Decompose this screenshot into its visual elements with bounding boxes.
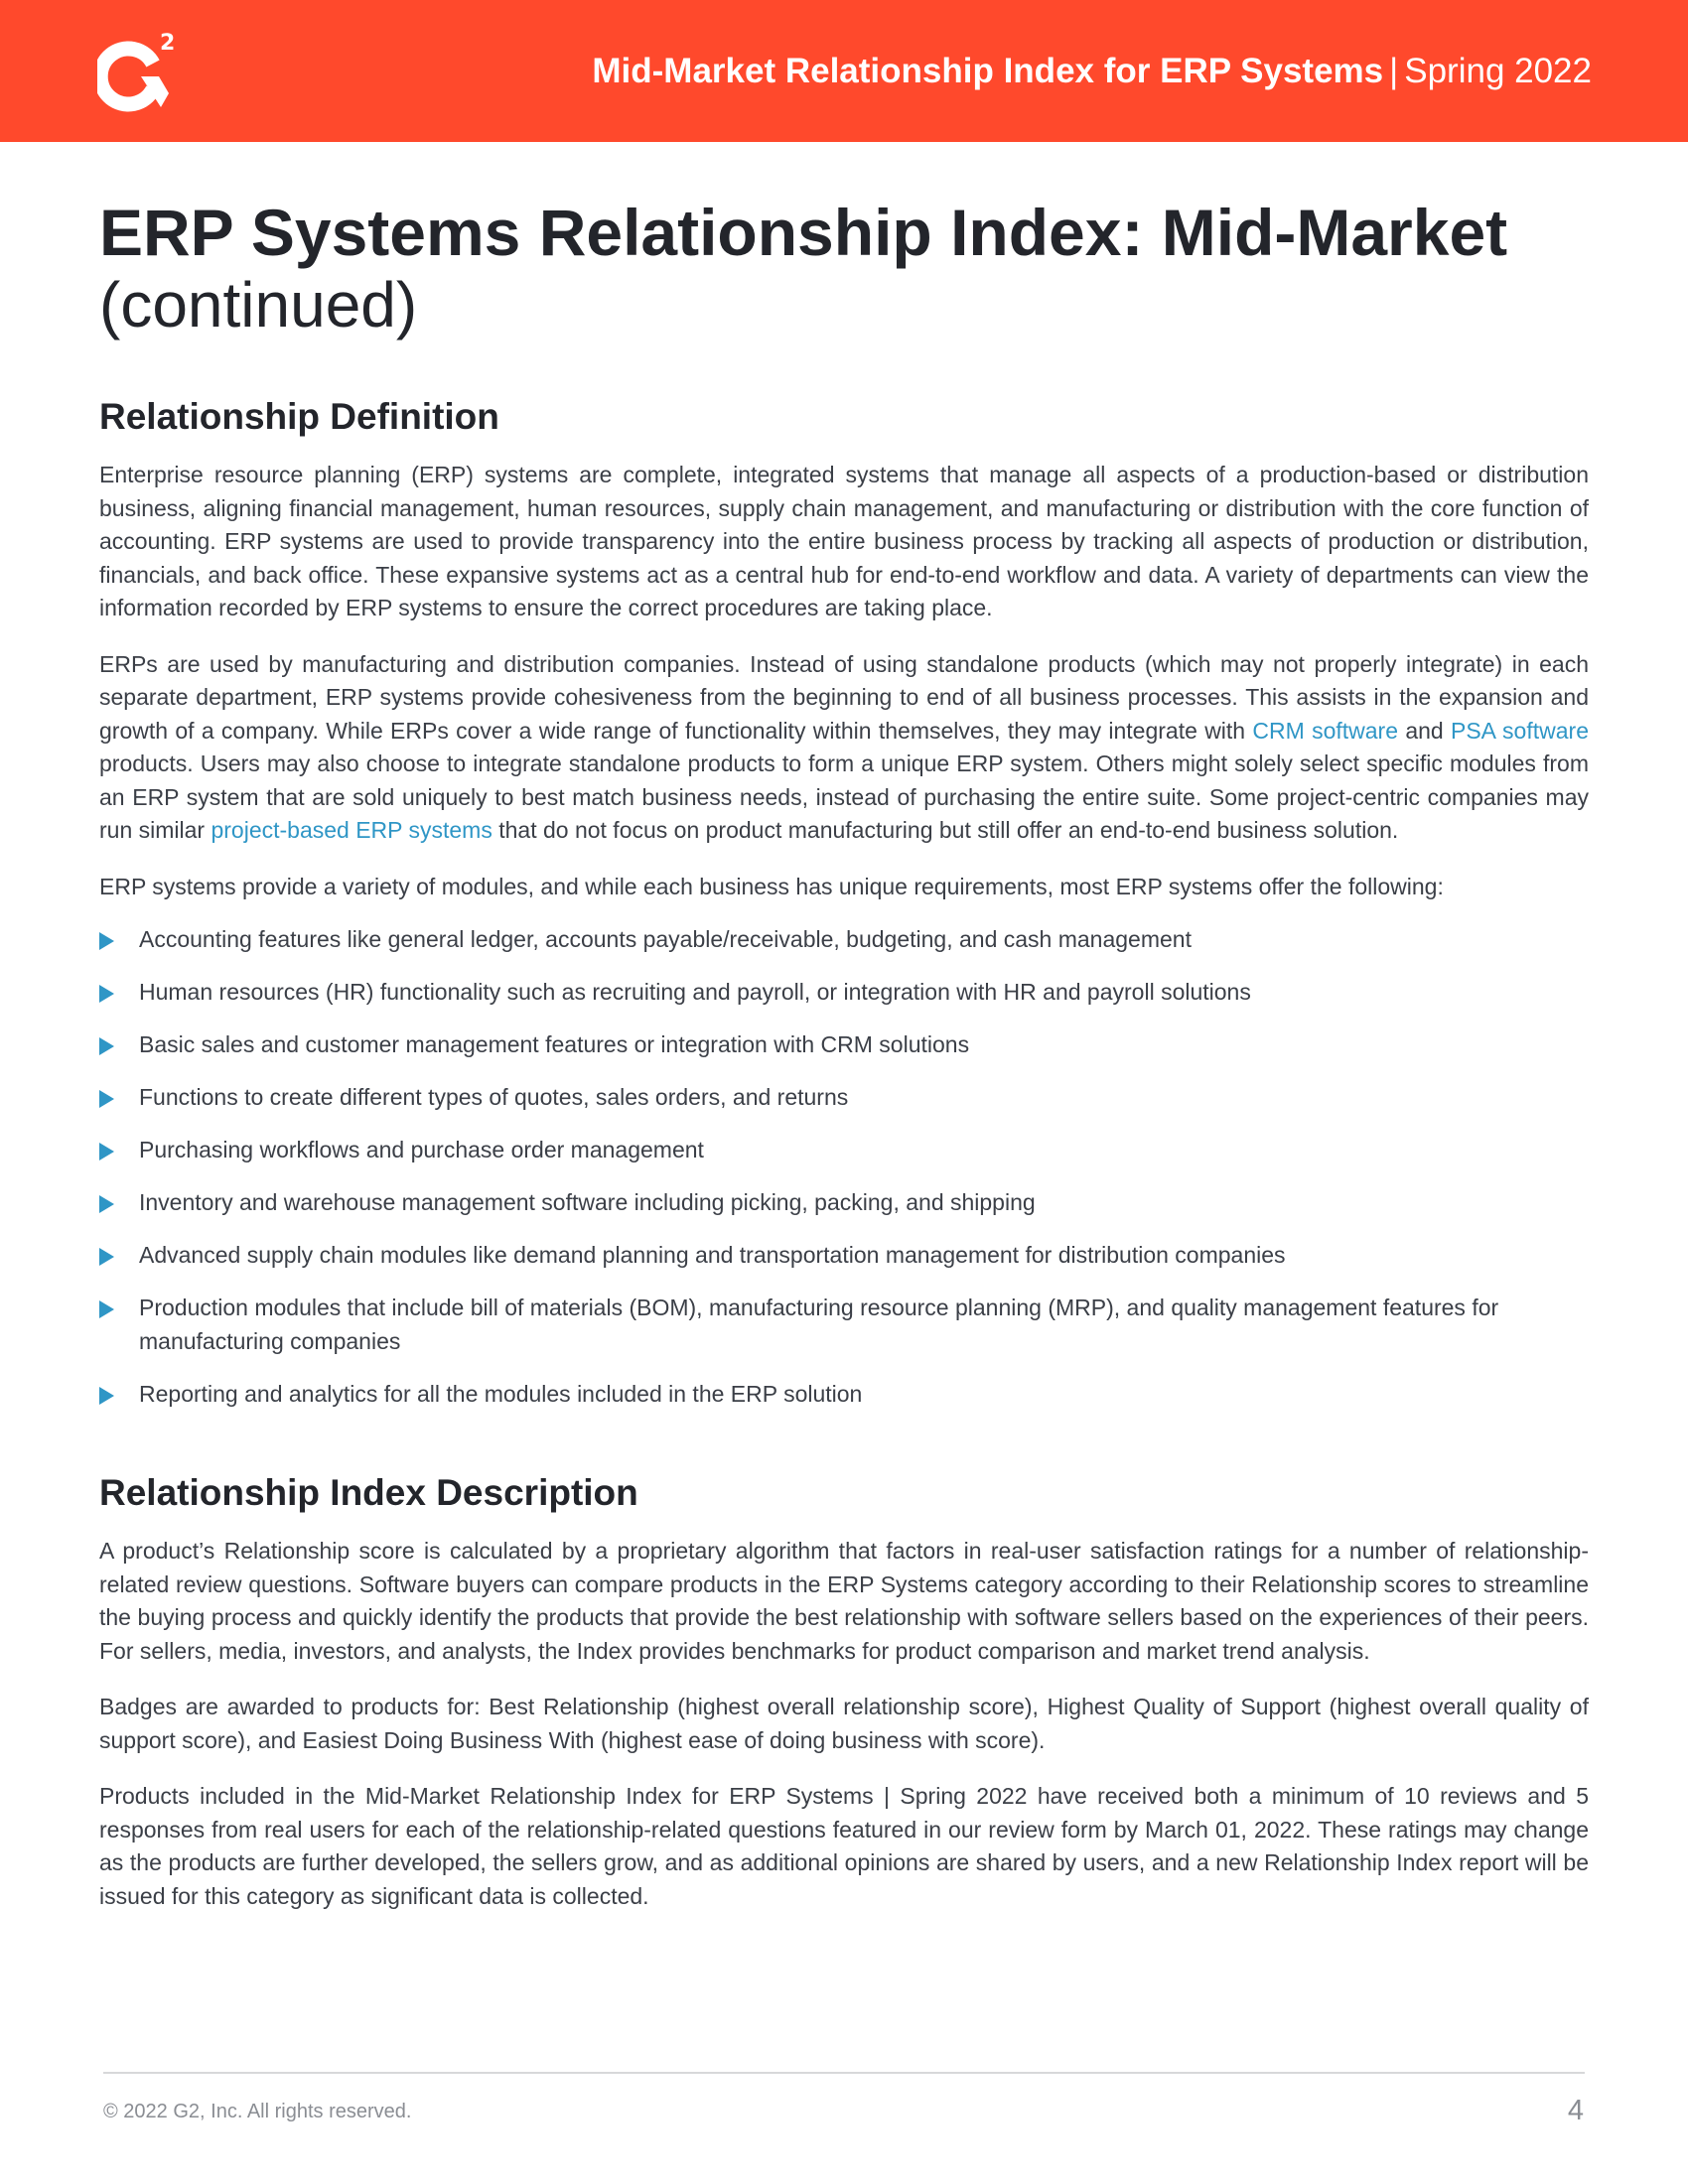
- list-item: [99, 1292, 1589, 1358]
- relationship-index-description-heading: Relationship Index Description: [99, 1472, 638, 1513]
- page-subtitle: (continued): [99, 269, 418, 341]
- description-paragraph-1: A product’s Relationship score is calculated by a proprietary algorithm that factors in real-user satisfaction ratings for a number of relationship-related review questions. Software buyers can compare products in the ERP Systems category according to their Relationship scores to streamline the buying process and quickly identify the products that provide the best relationship with software sellers based on the experiences of their peers. For sellers, media, investors, and analysts, the Index provides benchmarks for product comparison and market trend analysis.: [99, 1538, 1589, 1664]
- list-item-text: Functions to create different types of quotes, sales orders, and returns: [139, 1084, 849, 1110]
- bullet-triangle-icon: [99, 1300, 114, 1318]
- list-item: [99, 923, 1589, 957]
- page-number: 4: [1567, 2095, 1584, 2126]
- description-paragraph-3: Products included in the Mid-Market Relationship Index for ERP Systems | Spring 2022 have received both a minimum of 10 reviews and 5 responses from real users for each of the relationship-related questions featured in our review form by March 01, 2022. These ratings may change as the products are further developed, the sellers grow, and as additional opinions are shared by users, and a new Relationship Index report will be issued for this category as significant data is collected.: [99, 1783, 1589, 1909]
- footer-copyright: © 2022 G2, Inc. All rights reserved.: [103, 2101, 412, 2122]
- list-item: [99, 976, 1589, 1010]
- g2-logo-icon: [97, 26, 189, 117]
- report-title: [592, 52, 1592, 91]
- definition-paragraph-1: Enterprise resource planning (ERP) systems are complete, integrated systems that manage all aspects of a production-based or distribution business, aligning financial management, human resources, supply chain management, and manufacturing or distribution with the core function of accounting. ERP systems are used to provide transparency into the entire business process by tracking all aspects of production or distribution, financials, and back office. These expansive systems act as a central hub for end-to-end workflow and data. A variety of departments can view the information recorded by ERP systems to ensure the correct procedures are taking place.: [99, 462, 1589, 620]
- list-item-text: Reporting and analytics for all the modules included in the ERP solution: [139, 1380, 863, 1407]
- report-title-main: Mid-Market Relationship Index for ERP Systems: [592, 52, 1384, 90]
- definition-text: ERPs are used by manufacturing and distribution companies. Instead of using standalone products (which may not properly integrate) in each separate department, ERP systems provide cohesiveness from the beginning to end of all business processes. This assists in the expansion and growth of a company. While ERPs cover a wide range of functionality within themselves, they may integrate with: [99, 650, 1589, 744]
- list-item: [99, 1239, 1589, 1273]
- list-item-text: Advanced supply chain modules like demand planning and transportation management for distribution companies: [139, 1242, 1286, 1268]
- bullet-triangle-icon: [99, 1195, 114, 1213]
- definition-text: that do not focus on product manufacturing but still offer an end-to-end business solution.: [492, 817, 1399, 843]
- project-based-erp-link[interactable]: project-based ERP systems: [211, 817, 492, 843]
- list-item: [99, 1028, 1589, 1062]
- footer-divider: [103, 2072, 1585, 2074]
- list-item: [99, 1186, 1589, 1220]
- report-title-season: Spring 2022: [1404, 52, 1592, 90]
- list-item: [99, 1378, 1589, 1412]
- bullet-triangle-icon: [99, 1248, 114, 1266]
- list-item: [99, 1134, 1589, 1167]
- header-bar: [0, 0, 1688, 142]
- bullet-triangle-icon: [99, 932, 114, 950]
- bullet-triangle-icon: [99, 1037, 114, 1055]
- crm-software-link[interactable]: CRM software: [1252, 717, 1399, 744]
- report-title-separator: |: [1389, 52, 1399, 90]
- list-item-text: Inventory and warehouse management software including picking, packing, and shipping: [139, 1189, 1036, 1215]
- main-content: [99, 194, 1589, 1913]
- bullet-triangle-icon: [99, 1143, 114, 1160]
- list-item-text: Accounting features like general ledger, accounts payable/receivable, budgeting, and cash management: [139, 926, 1192, 952]
- list-item-text: Purchasing workflows and purchase order management: [139, 1137, 704, 1162]
- psa-software-link[interactable]: PSA software: [1451, 717, 1589, 744]
- relationship-definition-heading: Relationship Definition: [99, 396, 499, 437]
- definition-text: products. Users may also choose to integrate standalone products to form a unique ERP system. Others might solely select specific modules from an ERP system that are sold uniquely to best match business needs, instead of purchasing the entire suite. Some project-centric companies may run similar: [99, 751, 1589, 843]
- page-title: ERP Systems Relationship Index: Mid-Market: [99, 196, 1508, 269]
- list-item-text: Basic sales and customer management features or integration with CRM solutions: [139, 1031, 970, 1057]
- list-item-text: Production modules that include bill of materials (BOM), manufacturing resource planning (MRP), and quality management features for manufacturing companies: [139, 1295, 1499, 1354]
- description-paragraph-2: Badges are awarded to products for: Best Relationship (highest overall relationship score), Highest Quality of Support (highest overall quality of support score), and Easiest Doing Business With (highest ease of doing business with score).: [99, 1694, 1589, 1753]
- bullet-triangle-icon: [99, 985, 114, 1003]
- erp-features-list: [99, 923, 1589, 1411]
- definition-paragraph-2: [99, 648, 1589, 848]
- definition-text: and: [1398, 717, 1451, 744]
- svg-text:2: 2: [160, 31, 176, 56]
- bullet-triangle-icon: [99, 1387, 114, 1405]
- list-item: [99, 1081, 1589, 1115]
- list-item-text: Human resources (HR) functionality such as recruiting and payroll, or integration with HR and payroll solutions: [139, 979, 1251, 1005]
- bullet-triangle-icon: [99, 1090, 114, 1108]
- definition-paragraph-3: ERP systems provide a variety of modules, and while each business has unique requirements, most ERP systems offer the following:: [99, 873, 1444, 899]
